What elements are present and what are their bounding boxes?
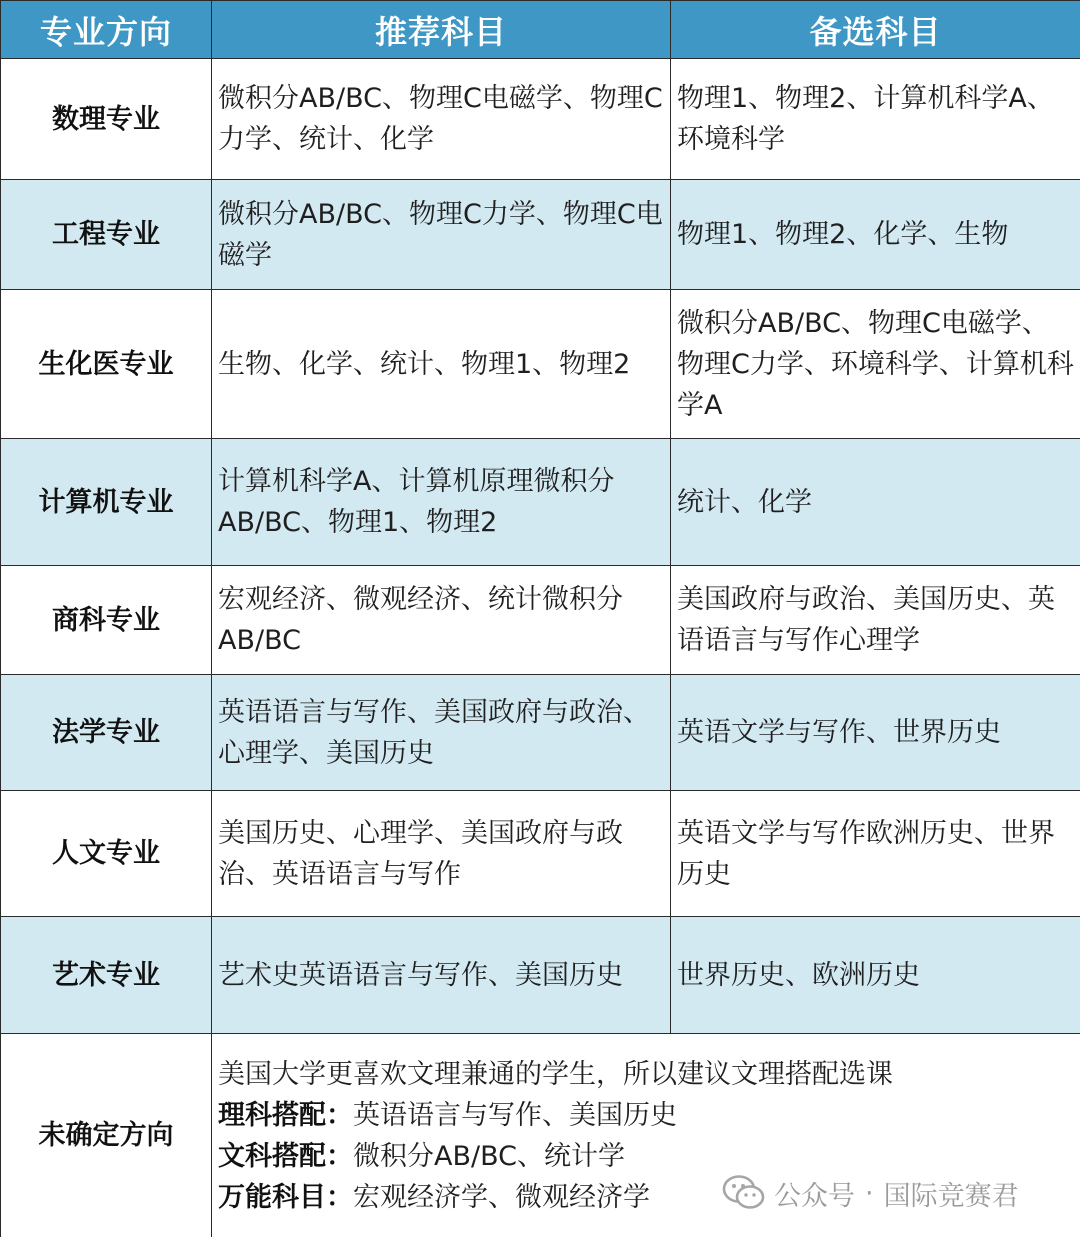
header-major: 专业方向 xyxy=(1,1,212,59)
alternative-cell: 世界历史、欧洲历史 xyxy=(671,917,1080,1034)
alternative-cell: 美国政府与政治、美国历史、英语语言与写作心理学 xyxy=(671,566,1080,675)
watermark-separator: · xyxy=(865,1177,874,1209)
alternative-cell: 英语文学与写作、世界历史 xyxy=(671,675,1080,791)
table-row xyxy=(1,791,1080,917)
major-cell: 计算机专业 xyxy=(1,439,212,566)
major-cell: 商科专业 xyxy=(1,566,212,675)
major-cell: 法学专业 xyxy=(1,675,212,791)
recommended-cell: 微积分AB/BC、物理C电磁学、物理C力学、统计、化学 xyxy=(212,59,671,180)
note-key: 文科搭配： xyxy=(218,1140,353,1172)
recommended-cell: 计算机科学A、计算机原理微积分AB/BC、物理1、物理2 xyxy=(212,439,671,566)
table-row xyxy=(1,180,1080,290)
major-cell: 人文专业 xyxy=(1,791,212,917)
major-cell: 艺术专业 xyxy=(1,917,212,1034)
table-row xyxy=(1,675,1080,791)
note-value: 英语语言与写作、美国历史 xyxy=(353,1099,677,1131)
table-header xyxy=(1,1,1080,59)
note-line-science xyxy=(218,1095,1074,1136)
major-cell: 数理专业 xyxy=(1,59,212,180)
table-body xyxy=(1,59,1080,1237)
watermark-account-label: 公众号 xyxy=(774,1180,855,1212)
note-value: 宏观经济学、微观经济学 xyxy=(353,1181,650,1213)
recommended-cell: 生物、化学、统计、物理1、物理2 xyxy=(212,290,671,439)
note-key: 万能科目： xyxy=(218,1181,353,1213)
alternative-cell: 英语文学与写作欧洲历史、世界历史 xyxy=(671,791,1080,917)
major-cell: 生化医专业 xyxy=(1,290,212,439)
header-recommended: 推荐科目 xyxy=(212,1,671,59)
recommended-cell: 微积分AB/BC、物理C力学、物理C电磁学 xyxy=(212,180,671,290)
note-key: 理科搭配： xyxy=(218,1099,353,1131)
alternative-cell: 统计、化学 xyxy=(671,439,1080,566)
alternative-cell: 物理1、物理2、化学、生物 xyxy=(671,180,1080,290)
recommended-cell: 宏观经济、微观经济、统计微积分AB/BC xyxy=(212,566,671,675)
watermark-account-name: 国际竞赛君 xyxy=(883,1180,1019,1212)
alternative-cell: 微积分AB/BC、物理C电磁学、物理C力学、环境科学、计算机科学A xyxy=(671,290,1080,439)
recommended-cell: 艺术史英语语言与写作、美国历史 xyxy=(212,917,671,1034)
alternative-cell: 物理1、物理2、计算机科学A、环境科学 xyxy=(671,59,1080,180)
table-row xyxy=(1,566,1080,675)
undecided-note-cell xyxy=(212,1034,1080,1237)
note-line-arts xyxy=(218,1136,1074,1177)
note-value: 微积分AB/BC、统计学 xyxy=(353,1140,625,1172)
major-cell: 工程专业 xyxy=(1,180,212,290)
note-line-universal xyxy=(218,1177,1074,1218)
table-row-undecided xyxy=(1,1034,1080,1237)
table-row xyxy=(1,290,1080,439)
table-row xyxy=(1,917,1080,1034)
recommended-cell: 英语语言与写作、美国政府与政治、心理学、美国历史 xyxy=(212,675,671,791)
table-row xyxy=(1,439,1080,566)
major-cell: 未确定方向 xyxy=(1,1034,212,1237)
undecided-intro: 美国大学更喜欢文理兼通的学生，所以建议文理搭配选课 xyxy=(218,1058,893,1090)
header-alternative: 备选科目 xyxy=(671,1,1080,59)
recommended-cell: 美国历史、心理学、美国政府与政治、英语语言与写作 xyxy=(212,791,671,917)
table-row xyxy=(1,59,1080,180)
